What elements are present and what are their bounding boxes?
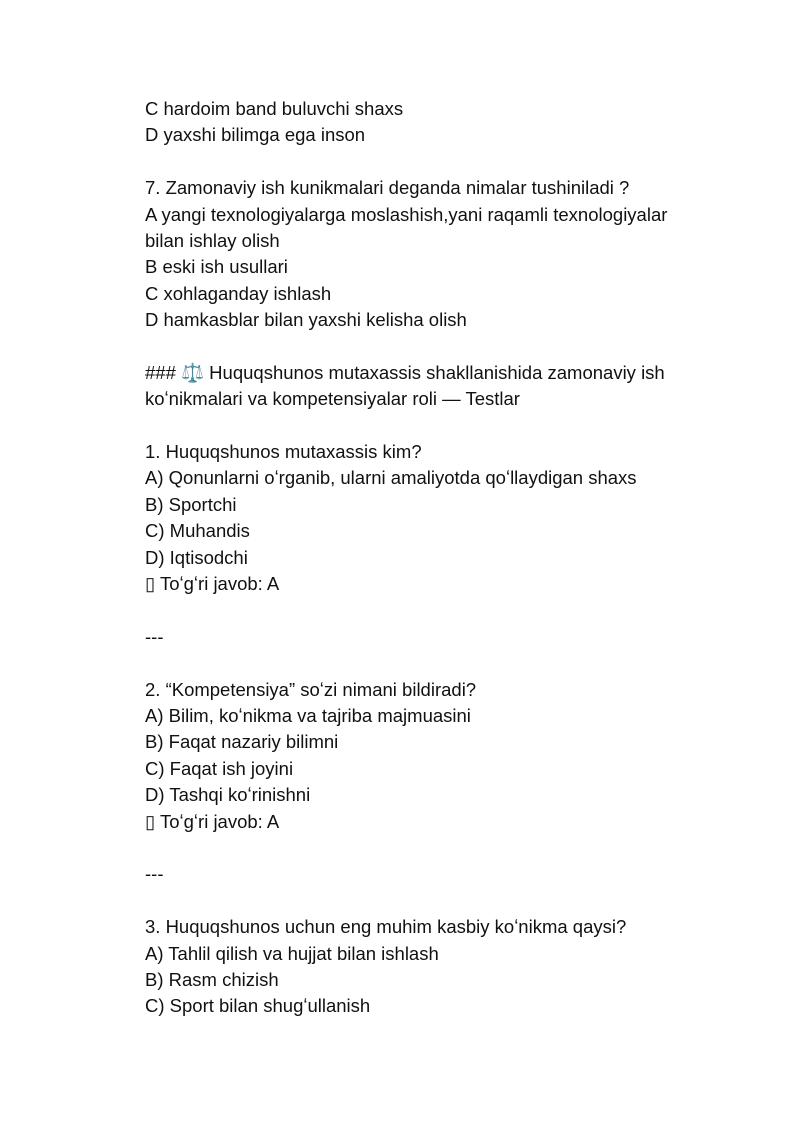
blank-line [145, 334, 740, 360]
answer-line: ▯ Toʻgʻri javob: A [145, 573, 280, 595]
blank-line [145, 835, 740, 861]
option-line: B) Rasm chizish [145, 968, 279, 990]
blank-line [145, 413, 740, 439]
option-line: D) Tashqi koʻrinishni [145, 784, 311, 806]
option-line: A) Tahlil qilish va hujjat bilan ishlash [145, 942, 439, 964]
blank-line [145, 149, 740, 175]
option-line: D yaxshi bilimga ega inson [145, 124, 366, 146]
separator: --- [145, 863, 164, 885]
option-line: C) Sport bilan shugʻullanish [145, 995, 371, 1017]
blank-line [145, 888, 740, 914]
option-line: D hamkasblar bilan yaxshi kelisha olish [145, 309, 467, 331]
option-line: B) Sportchi [145, 493, 237, 515]
option-line: C xohlaganday ishlash [145, 282, 332, 304]
option-line: C) Faqat ish joyini [145, 757, 294, 779]
section-heading: ### ⚖️ Huquqshunos mutaxassis shakllanishida zamonaviy ish [145, 361, 665, 383]
option-line: A) Qonunlarni oʻrganib, ularni amaliyotda qoʻllaydigan shaxs [145, 467, 637, 489]
option-line: A) Bilim, koʻnikma va tajriba majmuasini [145, 704, 471, 726]
blank-line [145, 650, 740, 676]
option-line: B) Faqat nazariy bilimni [145, 731, 339, 753]
test-question: 3. Huquqshunos uchun eng muhim kasbiy koʻnikma qaysi? [145, 916, 627, 938]
option-line: D) Iqtisodchi [145, 546, 248, 568]
answer-line: ▯ Toʻgʻri javob: A [145, 810, 280, 832]
option-line: bilan ishlay olish [145, 229, 280, 251]
question-7: 7. Zamonaviy ish kunikmalari deganda nimalar tushiniladi ? [145, 177, 630, 199]
option-line: C) Muhandis [145, 520, 250, 542]
blank-line [145, 597, 740, 623]
option-line: A yangi texnologiyalarga moslashish,yani raqamli texnologiyalar [145, 203, 668, 225]
section-heading: koʻnikmalari va kompetensiyalar roli — Testlar [145, 388, 520, 410]
option-line: B eski ish usullari [145, 256, 288, 278]
separator: --- [145, 625, 164, 647]
test-question: 1. Huquqshunos mutaxassis kim? [145, 441, 422, 463]
option-line: C hardoim band buluvchi shaxs [145, 98, 404, 119]
test-question: 2. “Kompetensiya” soʻzi nimani bildiradi? [145, 678, 477, 700]
